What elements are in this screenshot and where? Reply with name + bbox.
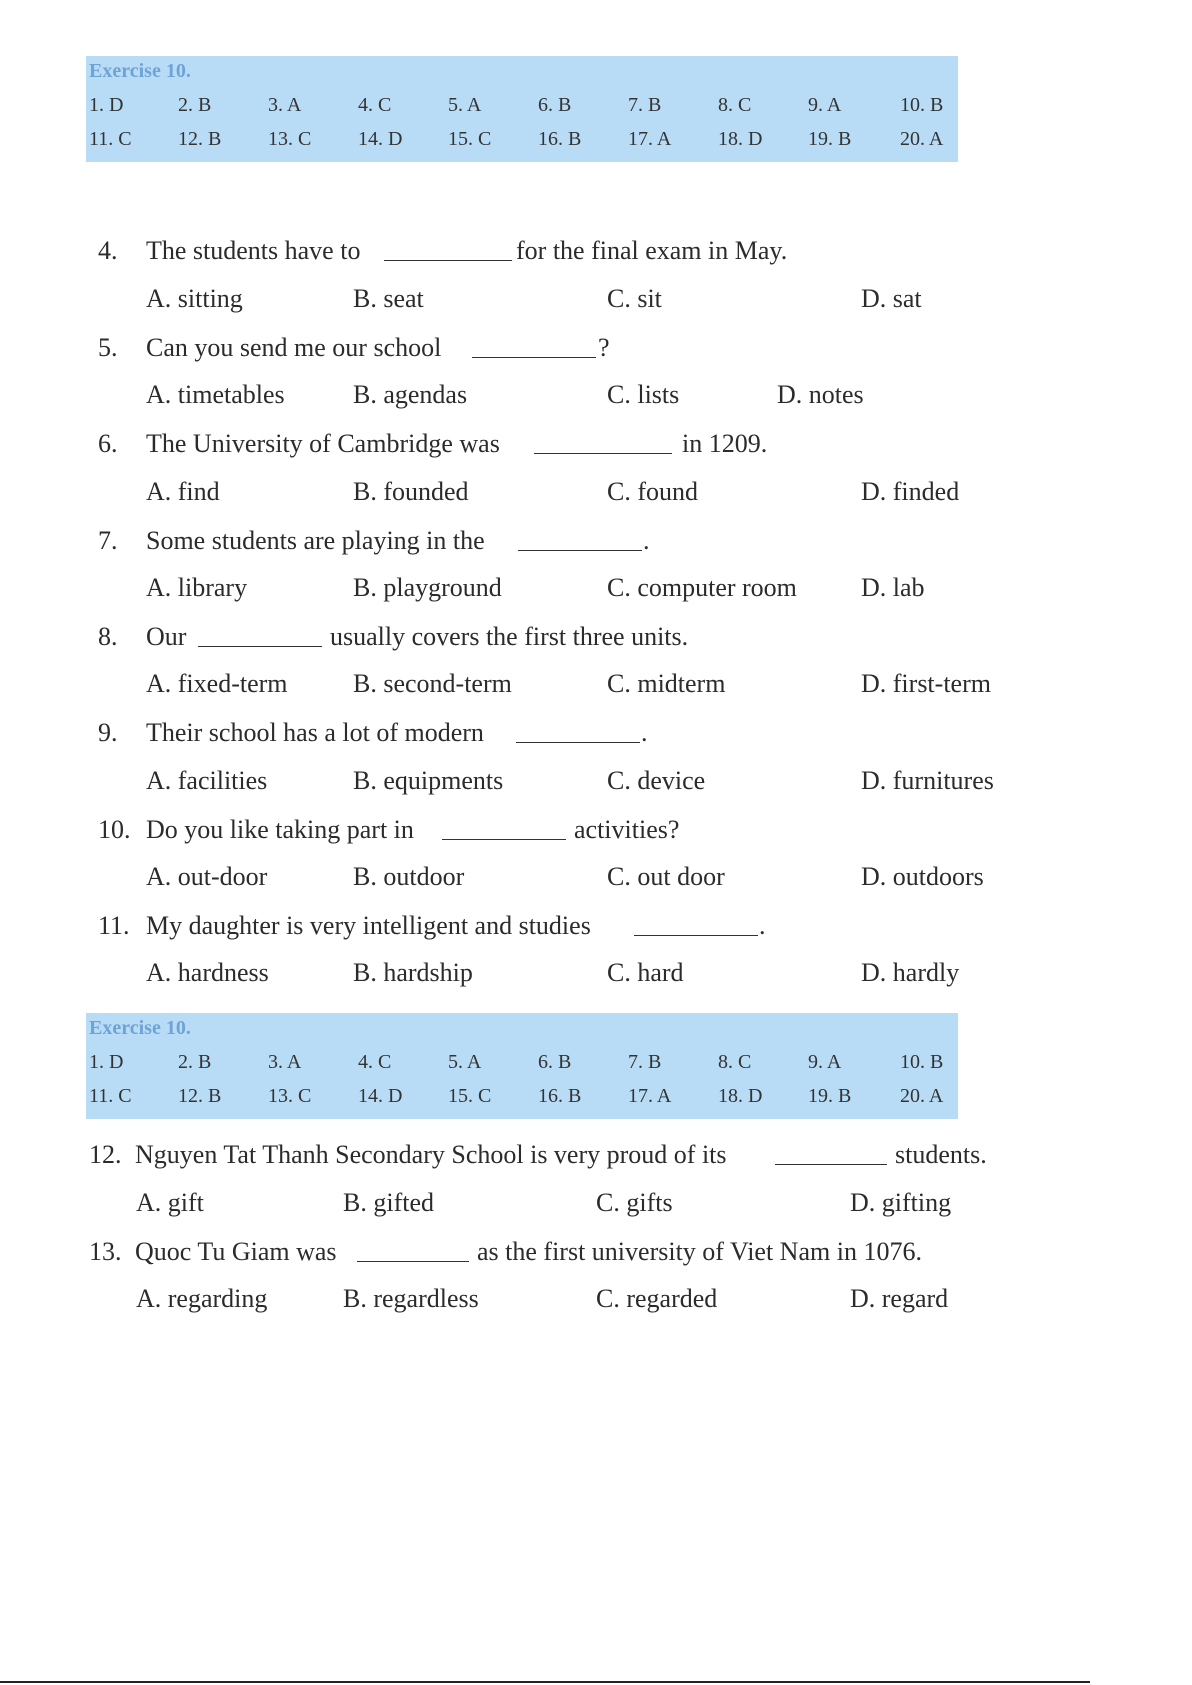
option-b: B. outdoor — [353, 862, 465, 891]
answer-item: 1. D — [89, 1051, 124, 1073]
question-stem: The students have to — [146, 236, 361, 265]
question-tail: . — [641, 718, 648, 747]
option-c: C. hard — [607, 958, 684, 987]
answer-blank — [518, 550, 642, 551]
question-tail: activities? — [574, 815, 680, 844]
question-tail: in 1209. — [682, 429, 768, 458]
question-stem: Quoc Tu Giam was — [135, 1237, 337, 1266]
answer-blank — [534, 453, 672, 454]
answer-item: 4. C — [358, 94, 392, 116]
answer-item: 19. B — [808, 1085, 852, 1107]
answer-blank — [357, 1261, 469, 1262]
answer-key-row — [86, 94, 958, 124]
answer-item: 9. A — [808, 94, 842, 116]
answer-blank — [472, 357, 596, 358]
question-stem: The University of Cambridge was — [146, 429, 500, 458]
option-a: A. out-door — [146, 862, 268, 891]
option-a: A. timetables — [146, 380, 285, 409]
answer-item: 11. C — [89, 128, 132, 150]
option-d: D. furnitures — [861, 766, 994, 795]
answer-item: 20. A — [900, 128, 944, 150]
answer-key-title: Exercise 10. — [89, 60, 191, 82]
option-d: D. finded — [861, 477, 960, 506]
option-d: D. gifting — [850, 1188, 952, 1217]
option-c: C. regarded — [596, 1284, 718, 1313]
question-number: 8. — [98, 622, 118, 651]
answer-item: 16. B — [538, 128, 582, 150]
option-d: D. outdoors — [861, 862, 984, 891]
option-a: A. facilities — [146, 766, 268, 795]
answer-item: 15. C — [448, 128, 492, 150]
option-c: C. gifts — [596, 1188, 673, 1217]
question-10 — [98, 815, 680, 845]
question-number: 7. — [98, 526, 118, 555]
question-stem: My daughter is very intelligent and studies — [146, 911, 591, 940]
answer-item: 15. C — [448, 1085, 492, 1107]
option-b: B. gifted — [343, 1188, 434, 1217]
question-9 — [98, 718, 648, 748]
question-stem: Our — [146, 622, 187, 651]
option-c: C. found — [607, 477, 698, 506]
answer-item: 7. B — [628, 1051, 662, 1073]
answer-item: 2. B — [178, 94, 212, 116]
option-c: C. computer room — [607, 573, 797, 602]
answer-key-box-top — [86, 56, 958, 162]
answer-item: 6. B — [538, 1051, 572, 1073]
option-b: B. second-term — [353, 669, 512, 698]
answer-key-row — [86, 128, 958, 158]
question-number: 13. — [89, 1237, 122, 1266]
question-6 — [98, 429, 768, 459]
option-b: B. hardship — [353, 958, 473, 987]
option-d: D. notes — [777, 380, 864, 409]
question-tail: . — [759, 911, 766, 940]
answer-item: 1. D — [89, 94, 124, 116]
answer-item: 4. C — [358, 1051, 392, 1073]
option-a: A. find — [146, 477, 220, 506]
answer-key-row — [86, 1085, 958, 1115]
answer-item: 20. A — [900, 1085, 944, 1107]
question-11 — [98, 911, 766, 941]
answer-item: 17. A — [628, 128, 672, 150]
question-number: 12. — [89, 1140, 122, 1169]
answer-item: 5. A — [448, 94, 482, 116]
answer-blank — [775, 1164, 887, 1165]
answer-item: 12. B — [178, 128, 222, 150]
answer-item: 2. B — [178, 1051, 212, 1073]
option-a: A. sitting — [146, 284, 243, 313]
answer-blank — [384, 260, 512, 261]
option-a: A. regarding — [136, 1284, 268, 1313]
option-b: B. agendas — [353, 380, 468, 409]
answer-item: 3. A — [268, 94, 302, 116]
answer-item: 6. B — [538, 94, 572, 116]
answer-item: 17. A — [628, 1085, 672, 1107]
option-b: B. equipments — [353, 766, 504, 795]
option-a: A. fixed-term — [146, 669, 288, 698]
question-number: 10. — [98, 815, 131, 844]
option-d: D. lab — [861, 573, 925, 602]
question-7 — [98, 526, 650, 556]
option-d: D. hardly — [861, 958, 960, 987]
option-c: C. sit — [607, 284, 662, 313]
answer-item: 18. D — [718, 1085, 763, 1107]
answer-item: 3. A — [268, 1051, 302, 1073]
answer-item: 5. A — [448, 1051, 482, 1073]
answer-item: 8. C — [718, 94, 752, 116]
question-number: 5. — [98, 333, 118, 362]
option-b: B. playground — [353, 573, 502, 602]
question-tail: students. — [895, 1140, 987, 1169]
answer-item: 18. D — [718, 128, 763, 150]
answer-item: 9. A — [808, 1051, 842, 1073]
answer-blank — [198, 646, 322, 647]
question-stem: Their school has a lot of modern — [146, 718, 484, 747]
question-number: 11. — [98, 911, 130, 940]
answer-key-title: Exercise 10. — [89, 1017, 191, 1039]
question-stem: Some students are playing in the — [146, 526, 485, 555]
question-8 — [98, 622, 689, 652]
question-stem: Nguyen Tat Thanh Secondary School is very proud of its — [135, 1140, 727, 1169]
option-b: B. regardless — [343, 1284, 479, 1313]
answer-blank — [442, 839, 566, 840]
question-12 — [89, 1140, 987, 1170]
answer-item: 19. B — [808, 128, 852, 150]
question-tail: as the first university of Viet Nam in 1076. — [477, 1237, 922, 1266]
question-tail: ? — [598, 333, 610, 362]
answer-item: 14. D — [358, 128, 403, 150]
option-c: C. out door — [607, 862, 725, 891]
answer-item: 7. B — [628, 94, 662, 116]
answer-item: 13. C — [268, 128, 312, 150]
answer-blank — [634, 935, 758, 936]
answer-key-row — [86, 1051, 958, 1081]
answer-key-box-middle — [86, 1013, 958, 1119]
option-a: A. hardness — [146, 958, 269, 987]
option-d: D. first-term — [861, 669, 991, 698]
question-number: 6. — [98, 429, 118, 458]
option-b: B. founded — [353, 477, 469, 506]
question-number: 4. — [98, 236, 118, 265]
option-c: C. device — [607, 766, 706, 795]
answer-item: 10. B — [900, 1051, 944, 1073]
question-tail: usually covers the first three units. — [330, 622, 689, 651]
answer-item: 10. B — [900, 94, 944, 116]
option-d: D. regard — [850, 1284, 949, 1313]
answer-item: 12. B — [178, 1085, 222, 1107]
answer-item: 8. C — [718, 1051, 752, 1073]
question-13 — [89, 1237, 922, 1267]
answer-blank — [516, 742, 640, 743]
question-stem: Do you like taking part in — [146, 815, 414, 844]
answer-item: 16. B — [538, 1085, 582, 1107]
option-c: C. midterm — [607, 669, 726, 698]
question-tail: . — [643, 526, 650, 555]
page-bottom-divider — [0, 1681, 1090, 1683]
option-b: B. seat — [353, 284, 424, 313]
question-tail: for the final exam in May. — [516, 236, 788, 265]
answer-item: 14. D — [358, 1085, 403, 1107]
option-d: D. sat — [861, 284, 922, 313]
question-4 — [98, 236, 788, 266]
option-a: A. gift — [136, 1188, 204, 1217]
question-number: 9. — [98, 718, 118, 747]
answer-item: 13. C — [268, 1085, 312, 1107]
question-5 — [98, 333, 610, 363]
answer-item: 11. C — [89, 1085, 132, 1107]
question-stem: Can you send me our school — [146, 333, 442, 362]
option-a: A. library — [146, 573, 248, 602]
option-c: C. lists — [607, 380, 680, 409]
